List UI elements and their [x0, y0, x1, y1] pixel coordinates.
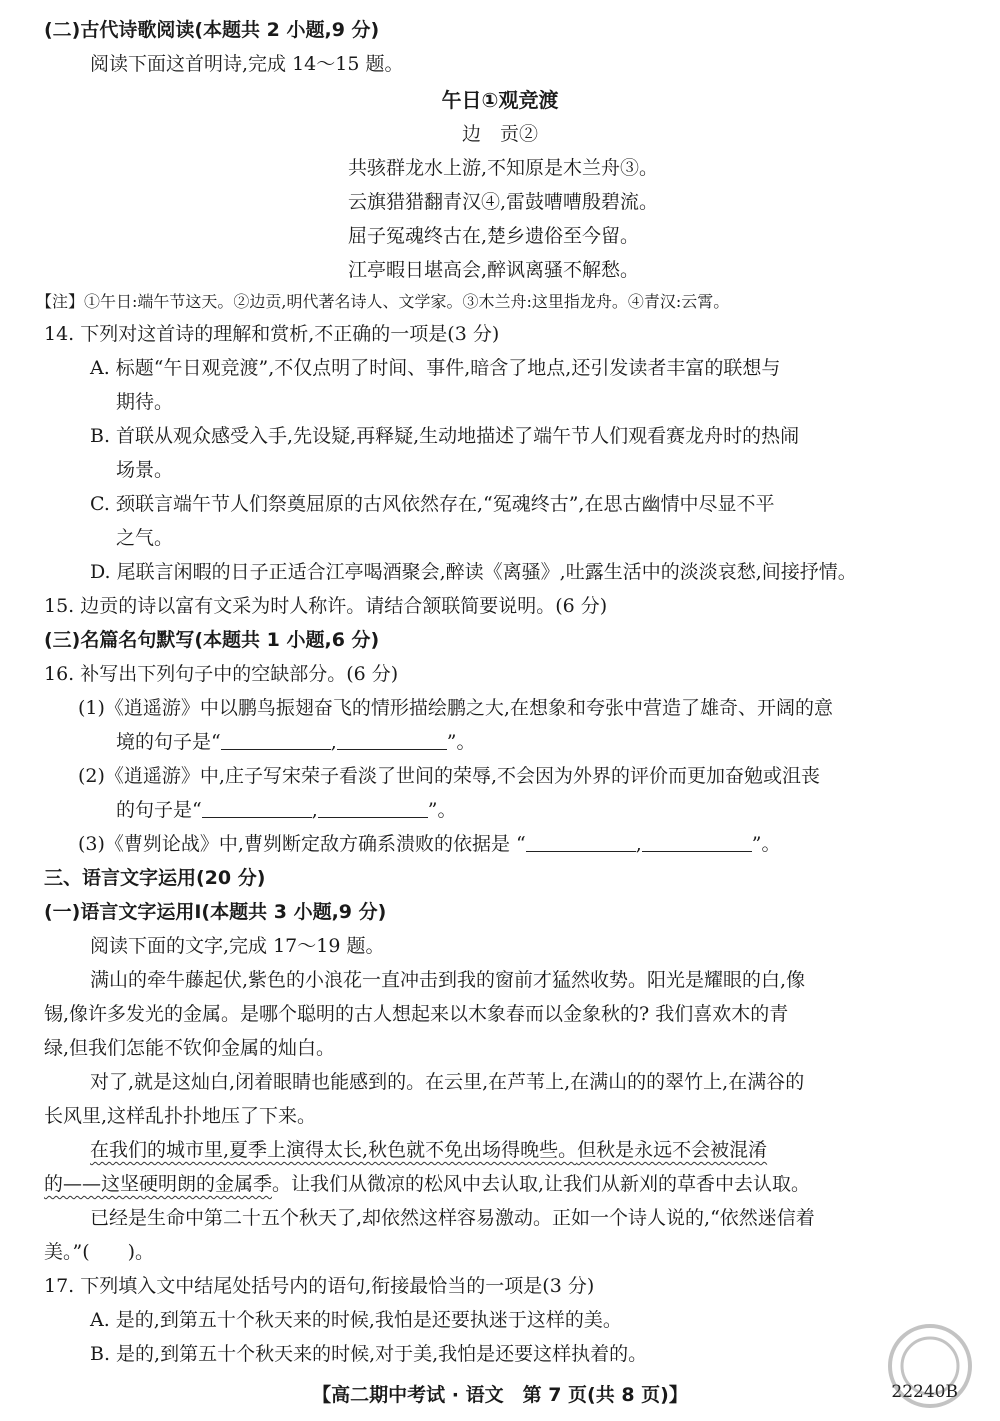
exam-code: 22240B	[891, 1382, 958, 1402]
answer-blank[interactable]	[337, 731, 447, 750]
passage-paragraph-3: 在我们的城市里,夏季上演得太长,秋色就不免出场得晚些。但秋是永远不会被混淆	[90, 1139, 768, 1161]
option-14-a: A. 标题“午日观竞渡”,不仅点明了时间、事件,暗含了地点,还引发读者丰富的联想与	[90, 357, 781, 379]
option-14-b: B. 首联从观众感受入手,先设疑,再释疑,生动地描述了端午节人们观看赛龙舟时的热闹	[90, 425, 800, 447]
wavy-underlined-text: 在我们的城市里,夏季上演得太长,秋色就不免出场得晚些。	[90, 1139, 578, 1161]
poem-line: 屈子冤魂终古在,楚乡遗俗至今留。	[348, 225, 640, 247]
question-16-2: (2)《逍遥游》中,庄子写宋荣子看淡了世间的荣辱,不会因为外界的评价而更加奋勉或沮丧	[78, 765, 820, 787]
poem-line: 云旗猎猎翻青汉④,雷鼓嘈嘈殷碧流。	[348, 191, 659, 213]
option-14-a-cont: 期待。	[116, 391, 174, 413]
part-heading-language-use: 三、语言文字运用(20 分)	[44, 867, 266, 889]
passage-paragraph-4: 已经是生命中第二十五个秋天了,却依然这样容易激动。正如一个诗人说的,“依然迷信着	[90, 1207, 815, 1229]
option-14-d: D. 尾联言闲暇的日子正适合江亭喝酒聚会,醉读《离骚》,吐露生活中的淡淡哀愁,间接抒情。	[90, 561, 857, 583]
passage-paragraph-2-end: 长风里,这样乱扑扑地压了下来。	[44, 1105, 317, 1127]
answer-blank[interactable]	[221, 731, 331, 750]
poem-line: 江亭暇日堪高会,醉讽离骚不解愁。	[348, 259, 640, 281]
section-heading-language-use-1: (一)语言文字运用Ⅰ(本题共 3 小题,9 分)	[44, 901, 387, 923]
question-16-1-cont: 境的句子是“ , ”。	[116, 731, 476, 753]
option-17-b: B. 是的,到第五十个秋天来的时候,对于美,我怕是还要这样执着的。	[90, 1343, 648, 1365]
poem-instruction: 阅读下面这首明诗,完成 14～15 题。	[90, 53, 404, 75]
passage-paragraph-4-end: 美。”( )。	[44, 1241, 155, 1263]
passage-instruction: 阅读下面的文字,完成 17～19 题。	[90, 935, 385, 957]
answer-blank[interactable]	[202, 799, 312, 818]
watermark-logo	[880, 1316, 980, 1416]
answer-blank[interactable]	[642, 833, 752, 852]
page-footer: 【高二期中考试 · 语文 第 7 页(共 8 页)】	[312, 1384, 688, 1406]
poem-annotation: 【注】①午日:端午节这天。②边贡,明代著名诗人、文学家。③木兰舟:这里指龙舟。④青汉:云霄。	[36, 292, 730, 311]
option-14-c: C. 颈联言端午节人们祭奠屈原的古风依然存在,“冤魂终古”,在思古幽情中尽显不平	[90, 493, 775, 515]
poem-line: 共骇群龙水上游,不知原是木兰舟③。	[348, 157, 659, 179]
passage-paragraph-2: 对了,就是这灿白,闭着眼睛也能感到的。在云里,在芦苇上,在满山的的翠竹上,在满谷的	[90, 1071, 805, 1093]
wavy-underlined-text: 的——这坚硬明朗的金属季	[44, 1173, 273, 1195]
answer-blank[interactable]	[318, 799, 428, 818]
passage-paragraph-1-end: 绿,但我们怎能不钦仰金属的灿白。	[44, 1037, 336, 1059]
question-17-stem: 17. 下列填入文中结尾处括号内的语句,衔接最恰当的一项是(3 分)	[44, 1275, 595, 1297]
question-16-3: (3)《曹刿论战》中,曹刿断定敌方确系溃败的依据是 “ , ”。	[78, 833, 781, 855]
poem-author: 边 贡②	[461, 123, 538, 145]
passage-paragraph-3-end: 的——这坚硬明朗的金属季。让我们从微凉的松风中去认取,让我们从新刈的草香中去认取。	[44, 1173, 811, 1195]
question-15: 15. 边贡的诗以富有文采为时人称许。请结合颔联简要说明。(6 分)	[44, 595, 608, 617]
poem-title: 午日①观竞渡	[441, 88, 559, 112]
question-16-1: (1)《逍遥游》中以鹏鸟振翅奋飞的情形描绘鹏之大,在想象和夸张中营造了雄奇、开阔的意	[78, 697, 833, 719]
answer-blank[interactable]	[526, 833, 636, 852]
question-16-2-cont: 的句子是“ , ”。	[116, 799, 457, 821]
option-14-c-cont: 之气。	[116, 527, 174, 549]
section-heading-poetry: (二)古代诗歌阅读(本题共 2 小题,9 分)	[44, 19, 380, 41]
passage-paragraph-1-cont: 锡,像许多发光的金属。是哪个聪明的古人想起来以木象春而以金象秋的? 我们喜欢木的青	[44, 1003, 789, 1025]
question-14-stem: 14. 下列对这首诗的理解和赏析,不正确的一项是(3 分)	[44, 323, 500, 345]
option-14-b-cont: 场景。	[116, 459, 174, 481]
option-17-a: A. 是的,到第五十个秋天来的时候,我怕是还要执迷于这样的美。	[90, 1309, 622, 1331]
section-heading-dictation: (三)名篇名句默写(本题共 1 小题,6 分)	[44, 629, 380, 651]
question-16-stem: 16. 补写出下列句子中的空缺部分。(6 分)	[44, 663, 399, 685]
passage-paragraph-1: 满山的牵牛藤起伏,紫色的小浪花一直冲击到我的窗前才猛然收势。阳光是耀眼的白,像	[90, 969, 806, 991]
